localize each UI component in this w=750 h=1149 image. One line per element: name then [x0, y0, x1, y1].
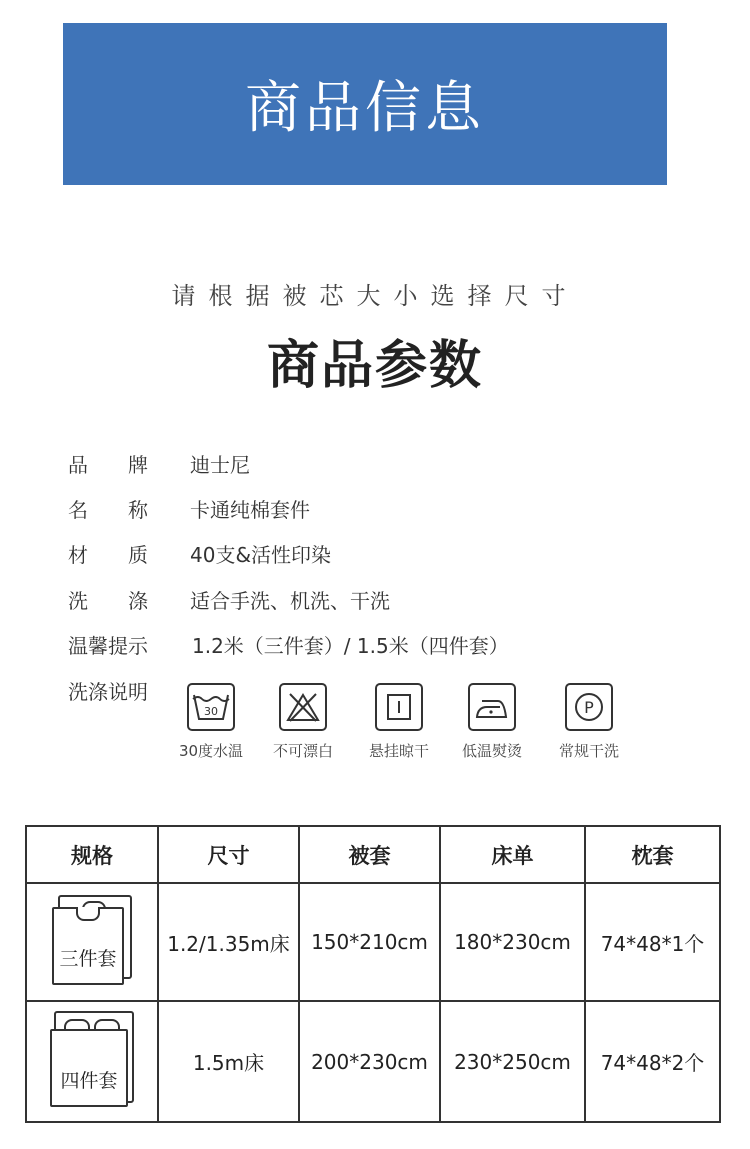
header-spec: 规格 [26, 826, 158, 883]
spec-label: 品牌 [68, 453, 188, 477]
section-title: 商品参数 [266, 336, 483, 396]
header-sheet: 床单 [440, 826, 585, 883]
sheet-cell: 230*250cm [440, 1001, 585, 1122]
care-label: 30度水温 [178, 742, 244, 760]
duvet-cell: 200*230cm [299, 1001, 440, 1122]
care-label: 不可漂白 [272, 742, 333, 760]
pillowcase-cell: 74*48*2个 [585, 1001, 720, 1122]
spec-label: 洗涤 [68, 589, 188, 613]
banner-title: 商品信息 [245, 76, 485, 141]
care-icon-frame [468, 683, 516, 731]
hang-dry-icon [383, 691, 415, 723]
header-pillowcase: 枕套 [585, 826, 720, 883]
size-cell: 1.2/1.35m床 [158, 883, 299, 1001]
spec-cell [26, 883, 158, 1001]
spec-value: 1.2米（三件套）/ 1.5米（四件套） [192, 634, 509, 658]
size-cell: 1.5m床 [158, 1001, 299, 1122]
four-piece-set-icon [50, 1011, 134, 1107]
spec-value: 适合手洗、机洗、干洗 [190, 589, 390, 613]
care-label: 常规干洗 [558, 742, 619, 760]
care-icon-frame [375, 683, 423, 731]
header-size: 尺寸 [158, 826, 299, 883]
wash-30-icon [192, 692, 230, 722]
set-label: 三件套 [59, 947, 117, 970]
duvet-cell: 150*210cm [299, 883, 440, 1001]
pillowcase-cell: 74*48*1个 [585, 883, 720, 1001]
spec-label: 名称 [68, 498, 188, 522]
care-item-low-iron [442, 683, 542, 761]
table-row [26, 1001, 720, 1122]
three-piece-set-icon [52, 895, 132, 985]
care-item-no-bleach [253, 683, 353, 761]
low-iron-icon [473, 692, 511, 722]
size-hint-subtitle: 请根据被芯大小选择尺寸 [171, 282, 579, 310]
sheet-cell: 180*230cm [440, 883, 585, 1001]
table-header-row [26, 826, 720, 883]
spec-cell [26, 1001, 158, 1122]
spec-value: 40支&活性印染 [190, 543, 332, 567]
wash-temp-text: 30 [204, 705, 218, 718]
spec-label: 洗涤说明 [68, 680, 148, 704]
care-label: 悬挂晾干 [368, 742, 429, 760]
dry-clean-letter: P [584, 698, 594, 717]
care-icon-frame [187, 683, 235, 731]
set-label: 四件套 [60, 1070, 118, 1092]
size-table [25, 825, 721, 1123]
spec-label: 材质 [68, 543, 188, 567]
care-item-wash-30 [161, 683, 261, 761]
spec-value: 卡通纯棉套件 [190, 498, 310, 522]
dry-clean-icon [572, 690, 606, 724]
spec-value: 迪士尼 [190, 453, 250, 477]
care-icon-frame [565, 683, 613, 731]
header-banner [63, 23, 667, 185]
care-label: 低温熨烫 [461, 742, 522, 760]
header-duvet: 被套 [299, 826, 440, 883]
care-item-dry-clean [539, 683, 639, 761]
care-item-hang-dry [349, 683, 449, 761]
spec-label: 温馨提示 [68, 634, 148, 658]
table-row [26, 883, 720, 1001]
no-bleach-icon [285, 691, 321, 723]
care-icon-frame [279, 683, 327, 731]
